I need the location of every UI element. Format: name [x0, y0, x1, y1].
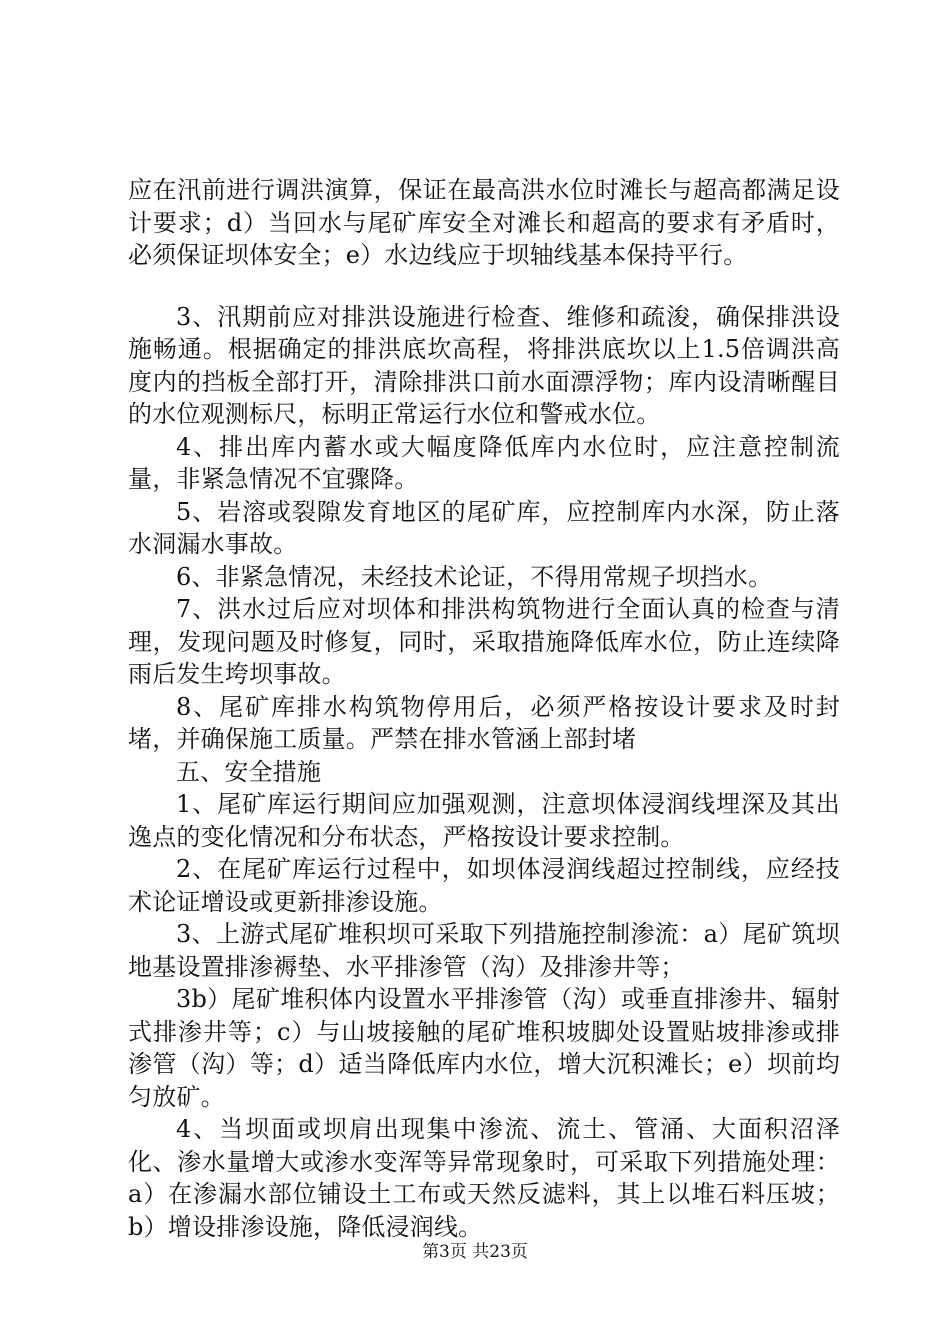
paragraph-safety-3b: 3b）尾矿堆积体内设置水平排渗管（沟）或垂直排渗井、辐射式排渗井等；c）与山坡接触的尾矿堆积坡脚处设置贴坡排渗或排渗管（沟）等；d）适当降低库内水位，增大沉积滩长；e）坝前均匀放矿。 — [128, 985, 840, 1111]
paragraph-safety-3: 3、上游式尾矿堆积坝可采取下列措施控制渗流：a）尾矿筑坝地基设置排渗褥垫、水平排渗管（沟）及排渗井等； — [128, 920, 840, 981]
paragraph-item-6: 6、非紧急情况，未经技术论证，不得用常规子坝挡水。 — [176, 562, 773, 591]
paragraph-item-7: 7、洪水过后应对坝体和排洪构筑物进行全面认真的检查与清理，发现问题及时修复，同时，采取措施降低库水位，防止连续降雨后发生垮坝事故。 — [128, 595, 840, 688]
paragraph-item-8: 8、尾矿库排水构筑物停用后，必须严格按设计要求及时封堵，并确保施工质量。严禁在排水管涵上部封堵 — [128, 692, 840, 753]
paragraph-safety-2: 2、在尾矿库运行过程中，如坝体浸润线超过控制线，应经技术论证增设或更新排渗设施。 — [128, 855, 840, 916]
paragraph-item-4: 4、排出库内蓄水或大幅度降低库内水位时，应注意控制流量，非紧急情况不宜骤降。 — [128, 432, 840, 493]
paragraph-safety-1: 1、尾矿库运行期间应加强观测，注意坝体浸润线埋深及其出逸点的变化情况和分布状态，严格按设计要求控制。 — [128, 790, 840, 851]
page-number-footer: 第3页 共23页 — [422, 1242, 528, 1262]
paragraph-item-3: 3、汛期前应对排洪设施进行检查、维修和疏浚，确保排洪设施畅通。根据确定的排洪底坎高程，将排洪底坎以上1.5倍调洪高度内的挡板全部打开，清除排洪口前水面漂浮物；库内设清晰醒目的水位观测标尺，标明正常运行水位和警戒水位。 — [128, 302, 840, 428]
paragraph-gap — [128, 272, 840, 301]
section-heading-safety-measures: 五、安全措施 — [176, 757, 322, 786]
document-body — [128, 174, 840, 1243]
paragraph-safety-4: 4、当坝面或坝肩出现集中渗流、流土、管涌、大面积沼泽化、渗水量增大或渗水变浑等异常现象时，可采取下列措施处理：a）在渗漏水部位铺设土工布或天然反滤料，其上以堆石料压坡；b）增设排渗设施，降低浸润线。 — [128, 1115, 840, 1241]
paragraph-continuation: 应在汛前进行调洪演算，保证在最高洪水位时滩长与超高都满足设计要求；d）当回水与尾矿库安全对滩长和超高的要求有矛盾时，必须保证坝体安全；e）水边线应于坝轴线基本保持平行。 — [128, 176, 840, 269]
paragraph-item-5: 5、岩溶或裂隙发育地区的尾矿库，应控制库内水深，防止落水洞漏水事故。 — [128, 497, 840, 558]
